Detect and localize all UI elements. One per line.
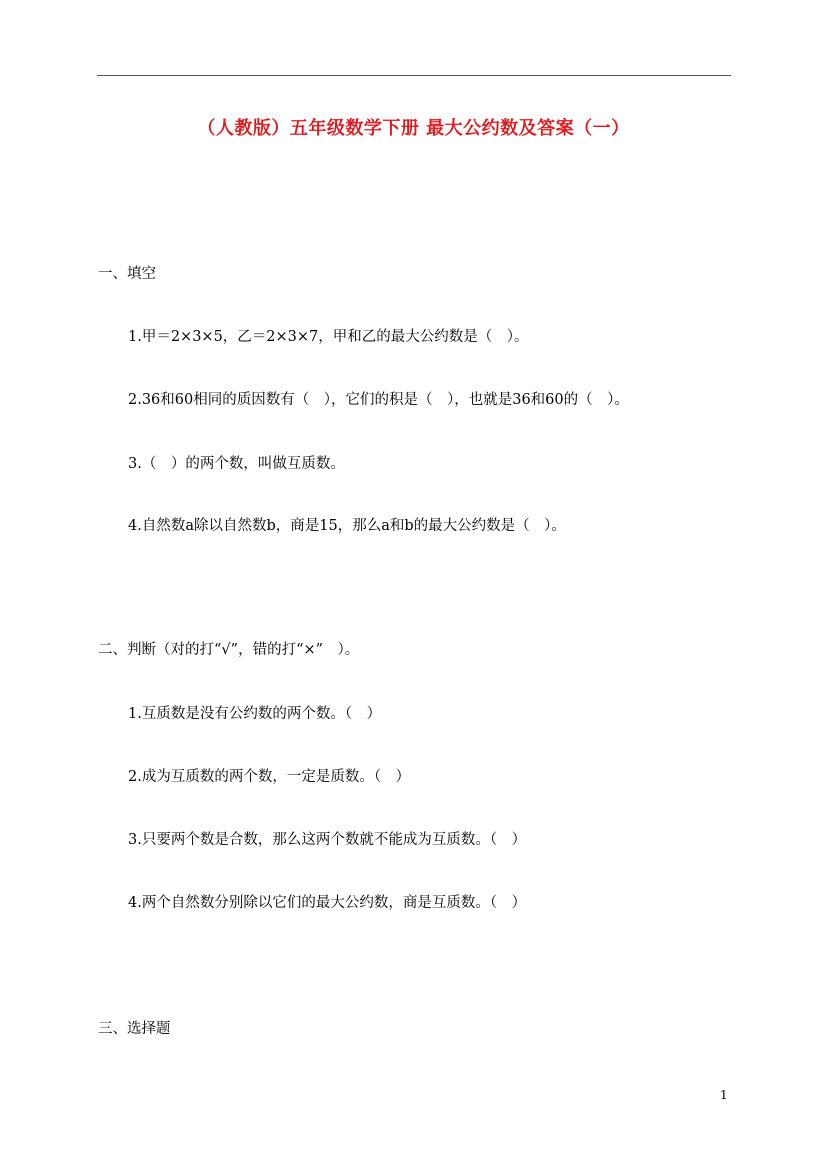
- section-heading-true-false: 二、判断（对的打“√”，错的打“×” ）。: [98, 642, 360, 658]
- section-heading-multiple-choice: 三、选择题: [98, 1021, 171, 1037]
- question-1-2: 2.36和60相同的质因数有（ ），它们的积是（ ），也就是36和60的（ ）。: [128, 392, 629, 408]
- question-1-3: 3.（ ）的两个数，叫做互质数。: [128, 456, 345, 472]
- section-heading-fill-blank: 一、填空: [98, 266, 156, 282]
- question-1-1: 1.甲＝2×3×5，乙＝2×3×7，甲和乙的最大公约数是（ ）。: [128, 329, 529, 345]
- page-title: （人教版）五年级数学下册 最大公约数及答案（一）: [197, 118, 630, 139]
- header-rule: [97, 75, 731, 76]
- question-1-4: 4.自然数a除以自然数b，商是15，那么a和b的最大公约数是（ ）。: [128, 518, 566, 534]
- question-2-2: 2.成为互质数的两个数，一定是质数。（ ）: [128, 769, 411, 785]
- question-2-4: 4.两个自然数分别除以它们的最大公约数，商是互质数。（ ）: [128, 895, 527, 911]
- question-2-1: 1.互质数是没有公约数的两个数。（ ）: [128, 706, 382, 722]
- page-number: 1: [720, 1088, 728, 1102]
- question-2-3: 3.只要两个数是合数，那么这两个数就不能成为互质数。（ ）: [128, 832, 527, 848]
